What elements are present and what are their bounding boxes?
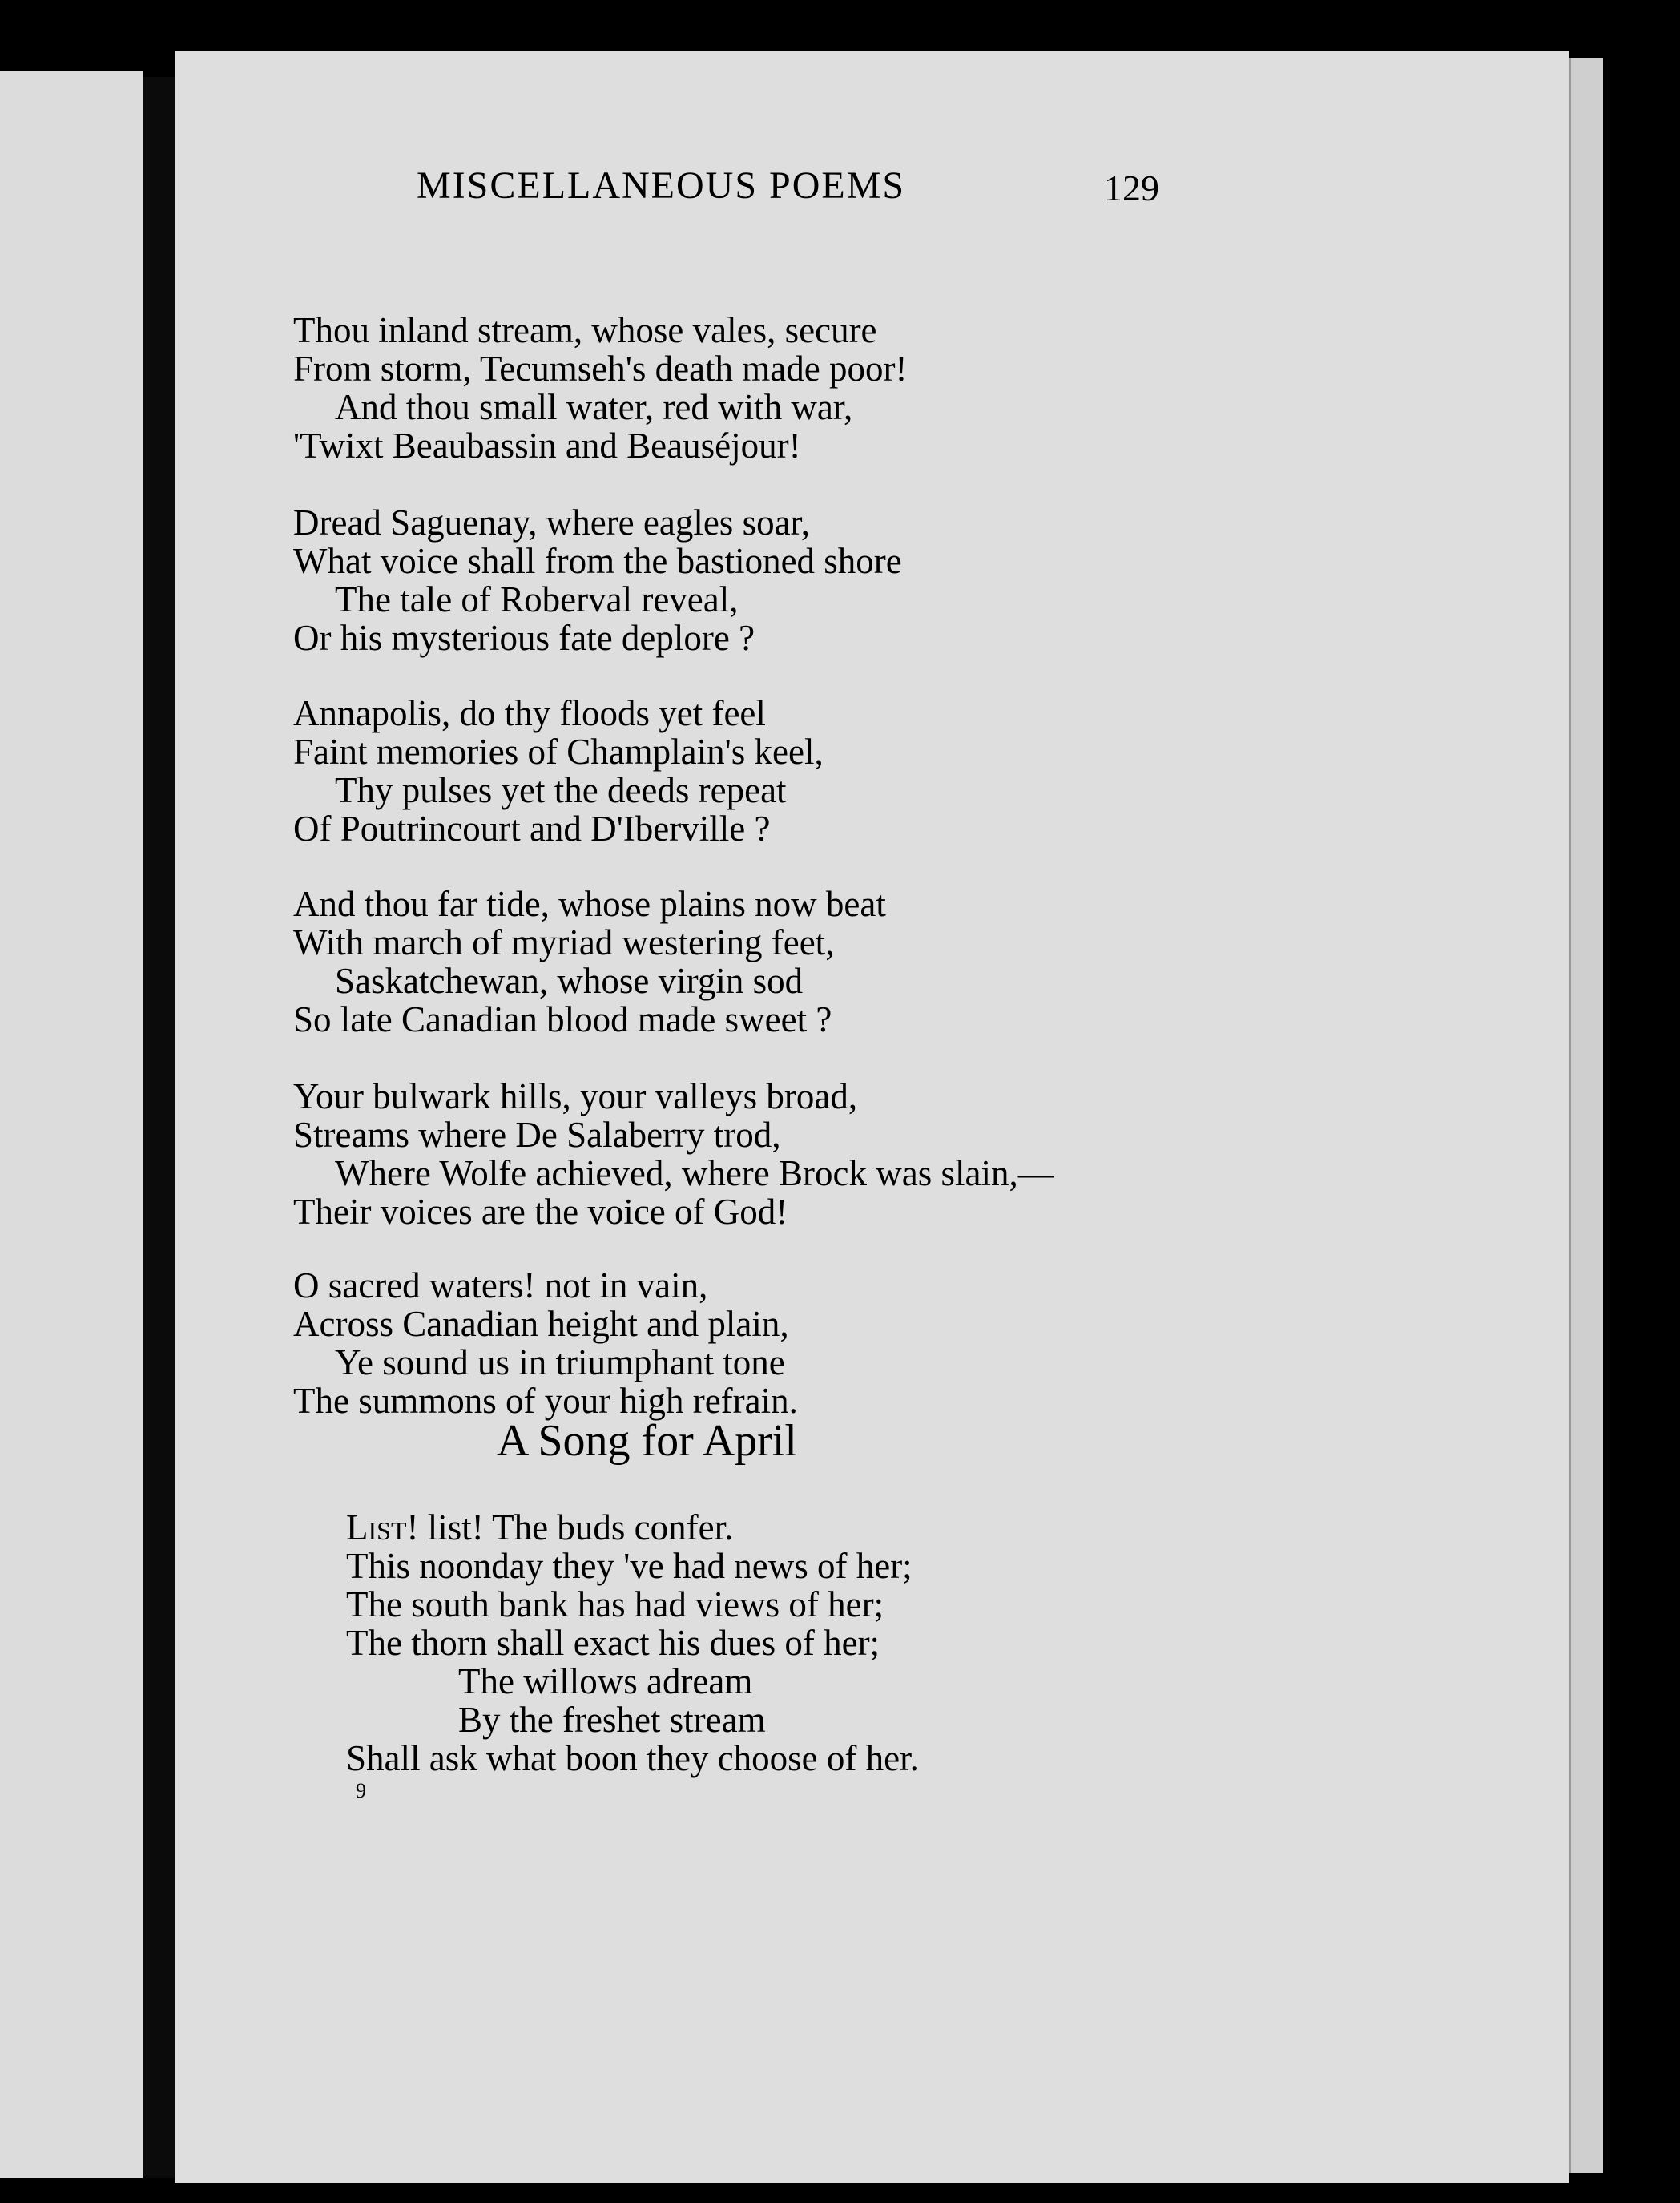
verse-line: What voice shall from the bastioned shore <box>293 541 902 581</box>
verse-line: The thorn shall exact his dues of her; <box>346 1623 880 1663</box>
verse-line: Dread Saguenay, where eagles soar, <box>293 502 810 543</box>
stanza-6 <box>293 1266 798 1420</box>
stanza-4 <box>293 885 886 1039</box>
verse-line: And thou small water, red with war, <box>335 387 853 427</box>
verse-line: By the freshet stream <box>458 1700 766 1740</box>
verse-line: Faint memories of Champlain's keel, <box>293 732 824 772</box>
initial-word: List <box>346 1507 407 1547</box>
stanza-1 <box>293 311 907 465</box>
verse-line: And thou far tide, whose plains now beat <box>293 884 886 924</box>
poem-title: A Song for April <box>497 1416 797 1466</box>
verse-line: Of Poutrincourt and D'Iberville ? <box>293 809 771 849</box>
signature-mark: 9 <box>356 1779 366 1802</box>
verse-line: Across Canadian height and plain, <box>293 1304 789 1344</box>
verse-line: Streams where De Salaberry trod, <box>293 1115 781 1155</box>
verse-line: With march of myriad westering feet, <box>293 922 835 962</box>
verse-line <box>346 1508 919 1547</box>
verse-line: The summons of your high refrain. <box>293 1381 798 1421</box>
running-title: MISCELLANEOUS POEMS <box>417 164 906 207</box>
verse-line: Saskatchewan, whose virgin sod <box>335 961 804 1001</box>
book-gutter <box>143 77 175 2178</box>
verse-line: From storm, Tecumseh's death made poor! <box>293 349 908 389</box>
verse-line: Shall ask what boon they choose of her. <box>346 1738 919 1778</box>
verse-line: This noonday they 've had news of her; <box>346 1546 913 1586</box>
song-stanza <box>346 1508 919 1777</box>
verse-line: The willows adream <box>458 1661 753 1701</box>
verse-line: The tale of Roberval reveal, <box>335 579 739 619</box>
verse-line: Thy pulses yet the deeds repeat <box>335 770 787 810</box>
verse-line: 'Twixt Beaubassin and Beauséjour! <box>293 426 801 466</box>
stanza-5 <box>293 1077 1054 1231</box>
verse-line: Or his mysterious fate deplore ? <box>293 618 755 658</box>
verse-line: So late Canadian blood made sweet ? <box>293 999 832 1039</box>
facing-page <box>0 71 143 2178</box>
verse-line: The south bank has had views of her; <box>346 1584 884 1624</box>
verse-line: Your bulwark hills, your valleys broad, <box>293 1076 858 1116</box>
verse-line: Thou inland stream, whose vales, secure <box>293 310 877 350</box>
verse-line: O sacred waters! not in vain, <box>293 1265 708 1305</box>
verse-line: Annapolis, do thy floods yet feel <box>293 693 766 733</box>
page-number: 129 <box>1104 167 1159 208</box>
verse-line: Ye sound us in triumphant tone <box>335 1342 785 1382</box>
verse-line: Their voices are the voice of God! <box>293 1192 788 1232</box>
stanza-2 <box>293 503 902 657</box>
verse-line: Where Wolfe achieved, where Brock was slain,— <box>335 1153 1054 1193</box>
first-line-rest: ! list! The buds confer. <box>406 1507 734 1547</box>
page-edge <box>1569 58 1603 2173</box>
stanza-3 <box>293 694 824 848</box>
